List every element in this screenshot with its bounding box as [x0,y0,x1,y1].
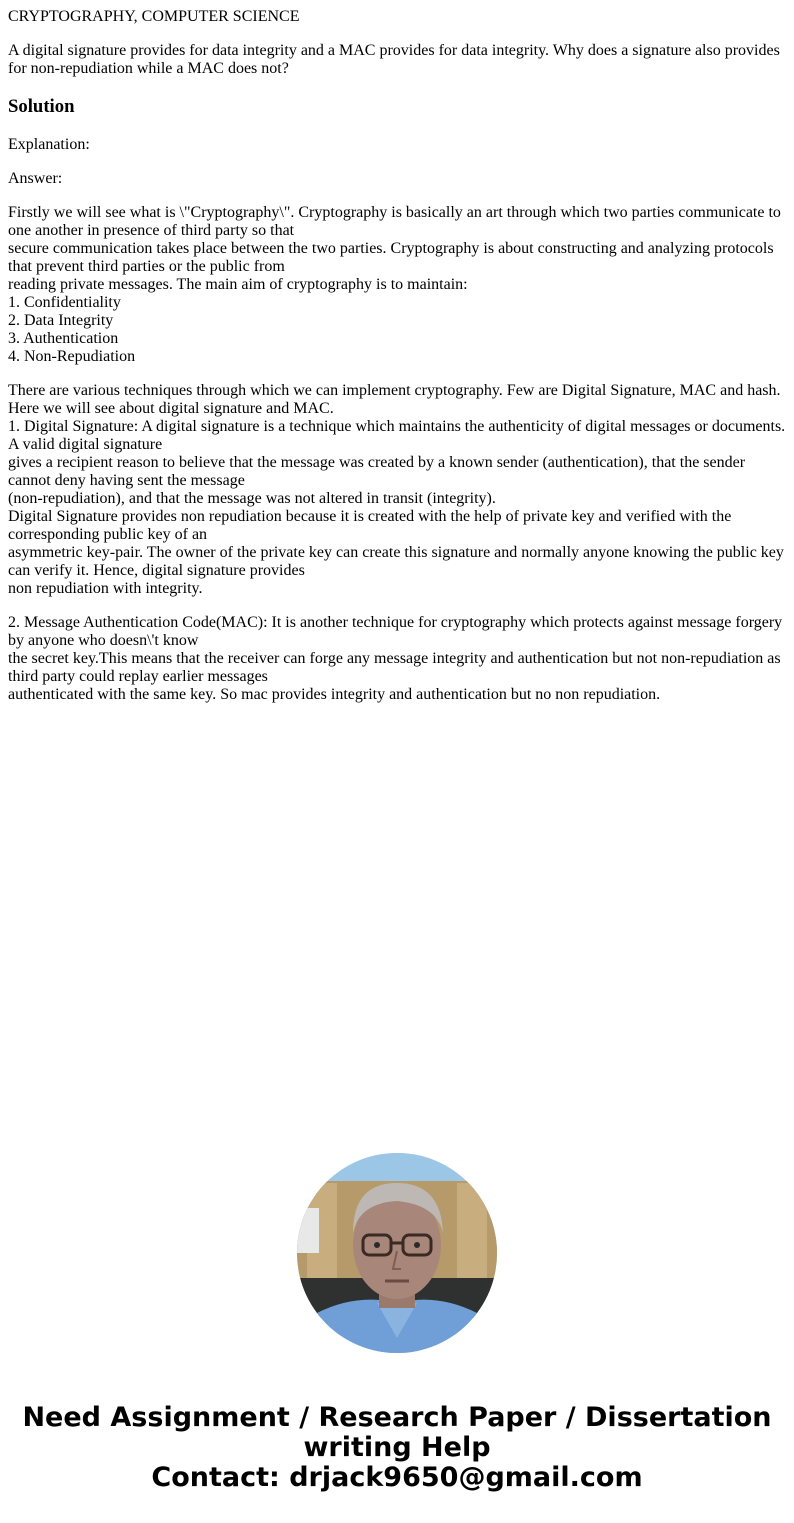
text-line: Firstly we will see what is \"Cryptography\". Cryptography is basically an art through which two parties communicate to one another in presence of third party so that [8,204,781,239]
promo-banner [0,1403,794,1493]
text-line: There are various techniques through which we can implement cryptography. Few are Digital Signature, MAC and hash. Here we will see about digital signature and MAC. [8,382,781,417]
document-body [8,8,786,720]
text-line: the secret key.This means that the receiver can forge any message integrity and authentication but not non-repudiation as third party could replay earlier messages [8,650,781,685]
text-line: authenticated with the same key. So mac provides integrity and authentication but no non repudiation. [8,686,661,703]
explanation-label: Explanation: [8,136,90,153]
author-photo-icon [297,1153,497,1353]
list-item-non-repudiation: 4. Non-Repudiation [8,348,136,365]
list-item-authentication: 3. Authentication [8,330,119,347]
text-line: reading private messages. The main aim of cryptography is to maintain: [8,276,468,293]
author-avatar [297,1153,497,1353]
promo-contact-email: Contact: drjack9650@gmail.com [151,1462,643,1493]
text-line: non repudiation with integrity. [8,580,203,597]
text-line: 2. Message Authentication Code(MAC): It is another technique for cryptography which protects against message forgery by anyone who doesn\'t know [8,614,783,649]
answer-label: Answer: [8,170,63,187]
text-line: gives a recipient reason to believe that the message was created by a known sender (authentication), that the sender cannot deny having sent the message [8,454,746,489]
solution-heading: Solution [8,96,75,117]
text-line: (non-repudiation), and that the message was not altered in transit (integrity). [8,490,496,507]
list-item-data-integrity: 2. Data Integrity [8,312,114,329]
promo-line-writing-help: writing Help [303,1432,491,1463]
paragraph-cryptography-intro [8,204,786,366]
text-line: 1. Digital Signature: A digital signature is a technique which maintains the authenticity of digital messages or documents. A valid digital signature [8,418,786,453]
text-line: Digital Signature provides non repudiation because it is created with the help of private key and verified with the corresponding public key of an [8,508,732,543]
subject-label: CRYPTOGRAPHY, COMPUTER SCIENCE [8,8,300,25]
list-item-confidentiality: 1. Confidentiality [8,294,121,311]
question-text: A digital signature provides for data integrity and a MAC provides for data integrity. Why does a signature also provides for non-repudiation while a MAC does not? [8,42,780,77]
promo-line-need-help: Need Assignment / Research Paper / Dissertation [22,1402,772,1433]
text-line: asymmetric key-pair. The owner of the private key can create this signature and normally anyone knowing the public key can verify it. Hence, digital signature provides [8,544,784,579]
text-line: secure communication takes place between the two parties. Cryptography is about constructing and analyzing protocols that prevent third parties or the public from [8,240,774,275]
paragraph-mac [8,614,786,704]
paragraph-digital-signature [8,382,786,598]
